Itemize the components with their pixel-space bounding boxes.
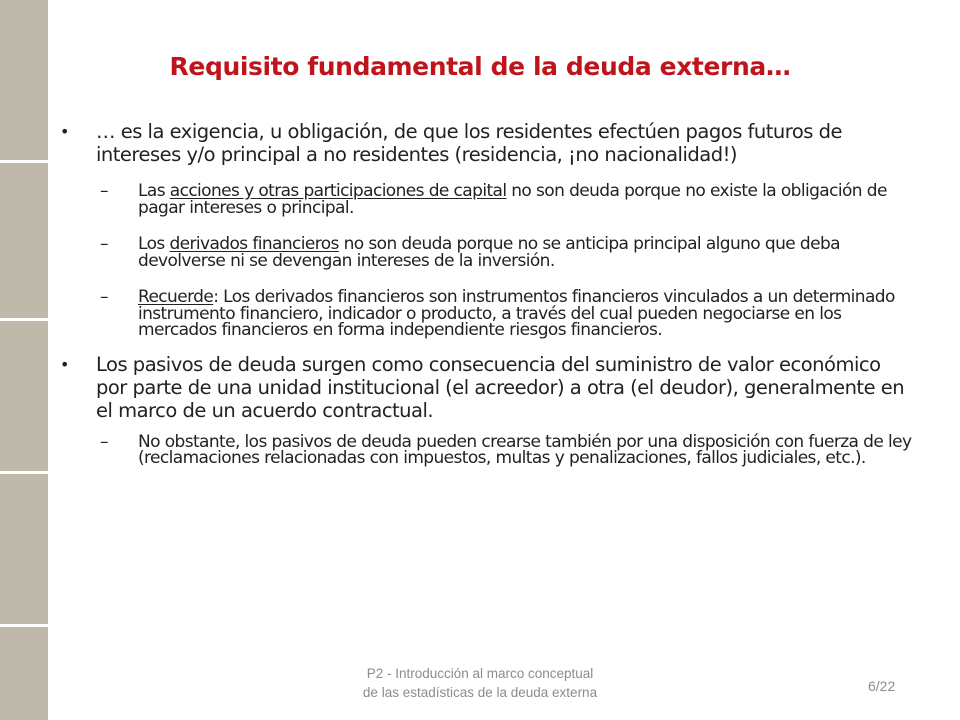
sub-bullet-text-end: no son deuda porque no se anticipa principal alguno que deba devolverse ni se devengan intereses de la inversión. bbox=[138, 234, 840, 271]
bullet-item bbox=[58, 120, 914, 166]
page-number: 6/22 bbox=[868, 678, 896, 694]
bullet-text: … es la exigencia, u obligación, de que los residentes efectúen pagos futuros de intereses y/o principal a no residentes (residencia, ¡no nacionalidad!) bbox=[96, 120, 843, 166]
bullet-marker: • bbox=[60, 354, 69, 374]
underlined-term: derivados financieros bbox=[169, 234, 339, 254]
dash-marker: – bbox=[100, 181, 108, 201]
strip-block bbox=[0, 321, 48, 474]
underlined-term: acciones y otras participaciones de capital bbox=[169, 181, 507, 201]
strip-block bbox=[0, 163, 48, 321]
sub-bullet-text-end: no son deuda porque no existe la obligación de pagar intereses o principal. bbox=[138, 181, 887, 218]
sub-bullet-text-start: Las bbox=[138, 181, 170, 201]
underlined-term: Recuerde bbox=[138, 287, 214, 307]
slide-title: Requisito fundamental de la deuda externa… bbox=[169, 52, 791, 81]
dash-marker: – bbox=[100, 234, 108, 254]
sub-bullet-text-end: : Los derivados financieros son instrumentos financieros vinculados a un determinado instrumento financiero, indicador o producto, a través del cual pueden negociarse en los mercados financieros en forma independiente riesgos financieros. bbox=[138, 287, 895, 340]
strip-block bbox=[0, 627, 48, 720]
slide-content bbox=[58, 120, 914, 467]
sub-bullet-text-start: Los bbox=[138, 234, 170, 254]
bullet-item bbox=[58, 353, 914, 422]
sub-bullet-item bbox=[58, 431, 914, 468]
footer-text bbox=[300, 664, 660, 702]
decorative-left-strip bbox=[0, 0, 48, 720]
bullet-marker: • bbox=[60, 122, 69, 141]
sub-bullet-text: No obstante, los pasivos de deuda pueden crearse también por una disposición con fuerza de ley (reclamaciones relacionadas con impuestos, multas y penalizaciones, fallos judiciales, etc.). bbox=[138, 431, 912, 468]
sub-bullet-item bbox=[58, 183, 914, 216]
dash-marker: – bbox=[100, 431, 108, 452]
sub-bullet-item bbox=[58, 289, 914, 339]
footer-line: P2 - Introducción al marco conceptual bbox=[366, 666, 594, 681]
dash-marker: – bbox=[100, 287, 108, 307]
sub-bullet-item bbox=[58, 236, 914, 269]
strip-block bbox=[0, 474, 48, 627]
footer-line: de las estadísticas de la deuda externa bbox=[362, 685, 598, 700]
bullet-text: Los pasivos de deuda surgen como consecuencia del suministro de valor económico por parte de una unidad institucional (el acreedor) a otra (el deudor), generalmente en el marco de un acuerdo contractual. bbox=[96, 352, 905, 422]
strip-block bbox=[0, 0, 48, 163]
